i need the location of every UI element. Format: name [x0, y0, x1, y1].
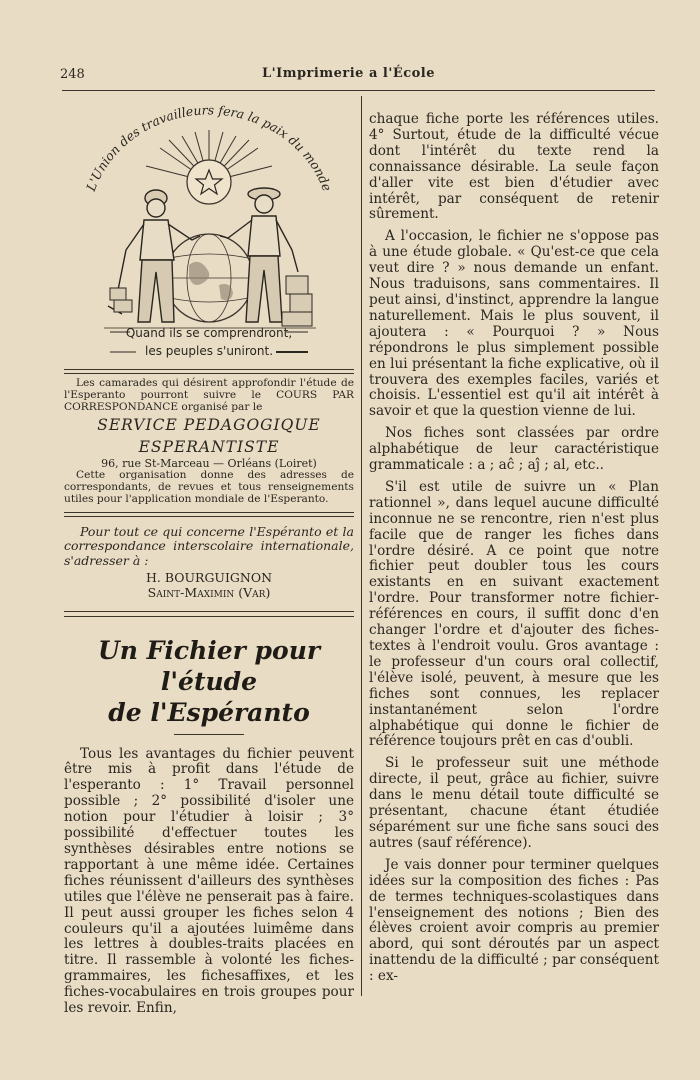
emblem-motto: L'Union des travailleurs fera la paix du monde [83, 102, 335, 194]
section-rule [64, 369, 354, 374]
left-column [64, 100, 354, 1023]
paragraph: Je vais donner pour terminer quelques idées sur la composition des fiches : Pas de termes techniques-scolastiques dans l'enseignement des notions ; Bien des élèves croient avoir compris au premier abord, qui sont déroutés par un aspect inattendu de la difficulté ; par conséquent : ex- [369, 856, 659, 985]
paragraph: chaque fiche porte les références utiles. 4° Surtout, étude de la difficulté vécue dont l'intérêt du texte rend la connaissance désirable. La seule façon d'aller vite est bien d'étudier avec intérêt, par conséquent de retenir sûrement. [369, 111, 659, 223]
section-rule [64, 512, 354, 517]
page-number: 248 [60, 67, 85, 82]
contact-name: H. BOURGUIGNON [145, 570, 273, 586]
column-divider [361, 96, 362, 996]
emblem-caption-line1: Quand ils se comprendront, [125, 326, 293, 340]
paragraph: S'il est utile de suivre un « Plan rationnel », dans lequel aucune difficulté inconnue ne se rencontre, rien n'est plus facile que de ranger les fiches dans l'ordre désiré. A ce point que notre fichier peut doubler tous les cours existants en en suivant exactement l'ordre. Pour transformer notre fichier-références en cours, il suffit donc d'en changer l'ordre et d'ajouter des fiches-textes à l'endroit voulu. Gros avantage : le professeur d'un cours oral collectif, l'élève isolé, peuvent, à mesure que les fiches sont connues, les replacer instantanément selon l'ordre alphabétique qui donne le fichier de référence toujours prêt en cas d'oubli. [369, 478, 659, 750]
article-title-line1: Un Fichier pour l'étude [97, 635, 321, 696]
service-name-line1: SERVICE PEDAGOGIQUE [97, 416, 321, 435]
paragraph: Nos fiches sont classées par ordre alphabétique de leur caractéristique grammaticale : a ; aĉ ; aĵ ; al, etc.. [369, 425, 659, 474]
article-body-right [369, 112, 659, 991]
correspondence-course-ad [64, 378, 354, 506]
contact-ad [64, 525, 354, 601]
service-address: 96, rue St-Marceau — Orléans (Loiret) [101, 457, 317, 471]
contact-intro: Pour tout ce qui concerne l'Espéranto et la correspondance interscolaire internationale, s'adresser à : [64, 523, 354, 568]
article-title-line2: de l'Espéranto [108, 697, 310, 727]
globe-icon [165, 234, 253, 322]
article-body-left [64, 747, 354, 1017]
ad-note: Cette organisation donne des adresses de correspondants, de revues et tous renseignements utiles pour l'application mondiale de l'Esperanto. [64, 469, 354, 505]
paragraph: A l'occasion, le fichier ne s'oppose pas à une étude globale. « Qu'est-ce que cela veut dire ? » nous demande un enfant. Nous traduisons, sans commentaires. Il peut ainsi, d'instinct, apprendre la langue naturellement. Mais le plus souvent, il ajoutera : « Pourquoi ? » Nous répondrons le plus simplement possible en lui présentant la fiche explicative, où il trouvera des exemples faciles, variés et choisis. L'essentiel est qu'il ait intérêt à savoir et que la question vienne de lui. [369, 228, 659, 420]
emblem-caption-line2: les peuples s'uniront. [144, 344, 274, 358]
esperanto-emblem-illustration [64, 100, 354, 368]
contact-place: Saint-Maximin (Var) [147, 584, 271, 600]
section-rule [64, 611, 354, 617]
title-rule [174, 734, 244, 735]
paragraph: Tous les avantages du fichier peuvent être mis à profit dans l'étude de l'esperanto : 1° Travail personnel possible ; 2° possibilité d'isoler une notion pour l'étudier à loisir ; 3° possibilité d'effectuer toutes les synthèses désirables entre notions se rapportant à une même idée. Certaines fiches réunissent d'ailleurs des synthèses utiles que l'élève ne penserait pas à faire. Il peut aussi grouper les fiches selon 4 couleurs qu'il a ajoutées luimême dans les lettres à doubles-traits placées en titre. Il rassemble à volonté les fiches-grammaires, les fichesaffixes, et les fiches-vocabulaires en trois groupes pour les revoir. Enfin, [64, 745, 354, 1017]
header-rule [62, 90, 655, 91]
paragraph: Si le professeur suit une méthode directe, il peut, grâce au fichier, suivre dans le menu détail toute difficulté se présentant, chacune étant étudiée séparément sur une fiche sans souci des autres (sauf référence). [369, 755, 659, 851]
ad-intro: Les camarades qui désirent approfondir l'étude de l'Esperanto pourront suivre le COURS PAR CORRESPONDANCE organisé par le [64, 377, 354, 413]
service-name-line2: ESPERANTISTE [138, 438, 280, 457]
article-title [64, 635, 354, 728]
running-title: L'Imprimerie a l'École [262, 66, 436, 81]
